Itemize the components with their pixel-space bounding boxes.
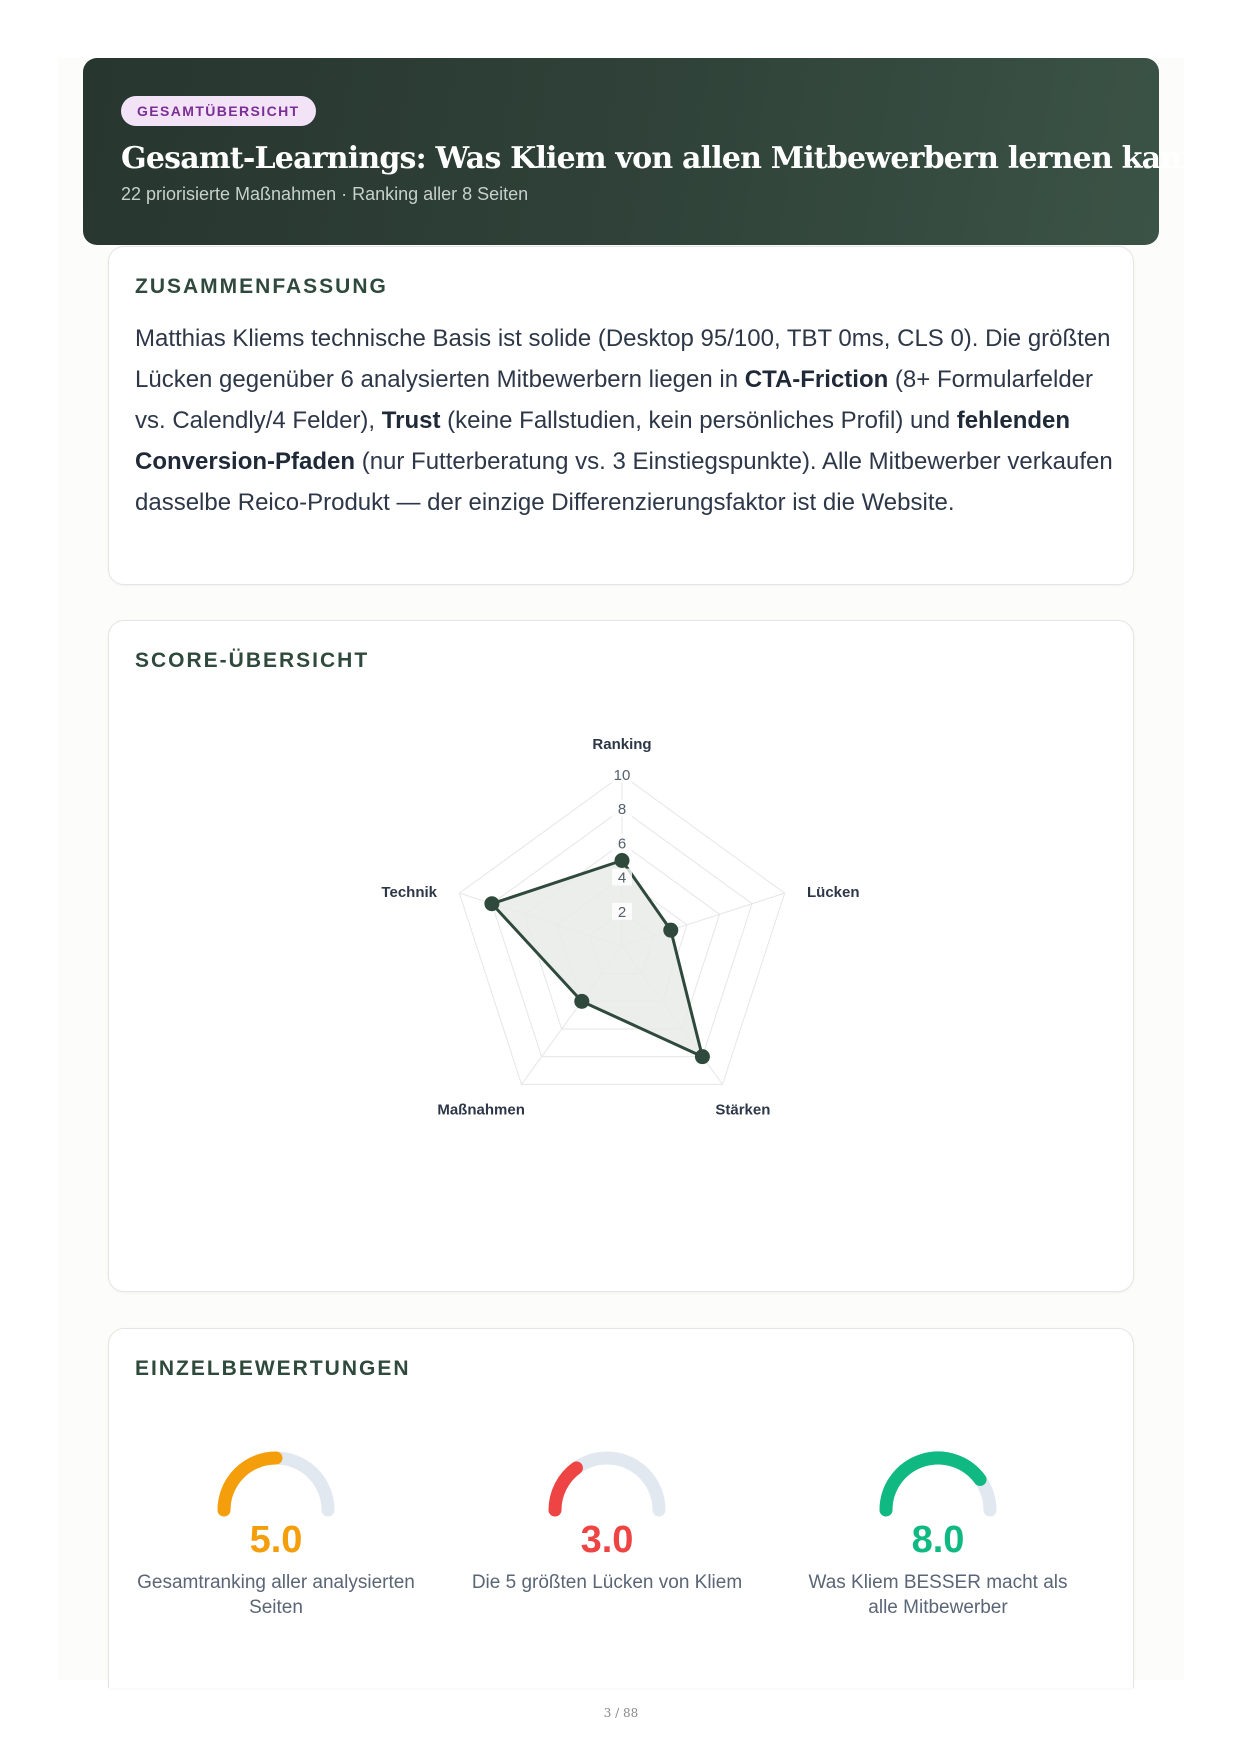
summary-card <box>108 246 1134 585</box>
radar-tick-label: 6 <box>617 835 627 853</box>
radar-axis-label: Lücken <box>807 883 860 901</box>
summary-text <box>135 318 1115 523</box>
radar-axis-label: Ranking <box>592 736 652 753</box>
summary-heading: ZUSAMMENFASSUNG <box>135 275 388 298</box>
ratings-card <box>108 1328 1134 1688</box>
gauge-arc <box>541 1444 673 1518</box>
gauge-arc <box>210 1444 342 1518</box>
header-banner <box>83 58 1203 245</box>
summary-highlight: fehlenden Conversion-Pfaden <box>135 407 1071 475</box>
score-card <box>108 620 1134 1292</box>
summary-highlight: Trust <box>381 407 441 434</box>
radar-tick-label: 2 <box>617 903 627 921</box>
page-title: Gesamt-Learnings: Was Kliem von allen Mitbewerbern lernen kann <box>121 141 1203 176</box>
radar-axis-label: Technik <box>381 883 437 901</box>
radar-data-point <box>695 1049 710 1064</box>
gauge-arc <box>872 1444 1004 1518</box>
radar-axis-label: Maßnahmen <box>437 1101 525 1119</box>
radar-data-point <box>574 994 589 1009</box>
gauge-gaps <box>457 1444 757 1595</box>
radar-series-area <box>492 861 703 1057</box>
gauge-fill <box>224 1458 276 1510</box>
radar-tick-label: 4 <box>617 869 627 887</box>
score-heading: SCORE-ÜBERSICHT <box>135 649 370 672</box>
radar-chart <box>109 621 1135 1293</box>
gauge-label: Gesamtranking aller analysierten Seiten <box>137 1572 415 1618</box>
gauge-fill <box>886 1458 980 1510</box>
radar-tick-label: 10 <box>613 767 631 784</box>
gauge-value: 5.0 <box>249 1519 303 1561</box>
summary-text-part: Matthias Kliems technische Basis ist solide (Desktop 95/100, TBT 0ms, CLS 0). Die größten Lücken gegenüber 6 analysierten Mitbewerbern liegen in <box>135 325 1111 393</box>
ratings-heading: EINZELBEWERTUNGEN <box>135 1357 411 1380</box>
radar-data-point <box>484 896 499 911</box>
gauge-value: 8.0 <box>911 1519 965 1561</box>
section-badge: GESAMTÜBERSICHT <box>121 96 316 126</box>
page-number: 3 / 88 <box>603 1706 639 1720</box>
gauge-ranking <box>126 1444 426 1620</box>
gauge-label: Die 5 größten Lücken von Kliem <box>471 1572 743 1593</box>
page-subtitle: 22 priorisierte Maßnahmen · Ranking aller 8 Seiten <box>121 184 529 204</box>
gauge-strengths <box>788 1444 1088 1620</box>
radar-tick-label: 8 <box>617 801 627 819</box>
summary-text-part: (keine Fallstudien, kein persönliches Profil) und <box>440 407 957 434</box>
summary-text-part: (8+ Formularfelder vs. Calendly/4 Felder), <box>135 366 1094 434</box>
radar-data-point <box>615 853 630 868</box>
summary-text-part: (nur Futterberatung vs. 3 Einstiegspunkte). Alle Mitbewerber verkaufen dasselbe Reico-Produkt — der einzige Differenzierungsfaktor ist die Website. <box>135 448 1113 516</box>
summary-highlight: CTA-Friction <box>744 366 889 393</box>
radar-axis-label: Stärken <box>715 1101 771 1119</box>
radar-data-point <box>663 923 678 938</box>
gauge-fill <box>555 1468 576 1510</box>
gauge-label: Was Kliem BESSER macht als alle Mitbewerber <box>808 1572 1068 1618</box>
gauge-value: 3.0 <box>580 1519 634 1561</box>
